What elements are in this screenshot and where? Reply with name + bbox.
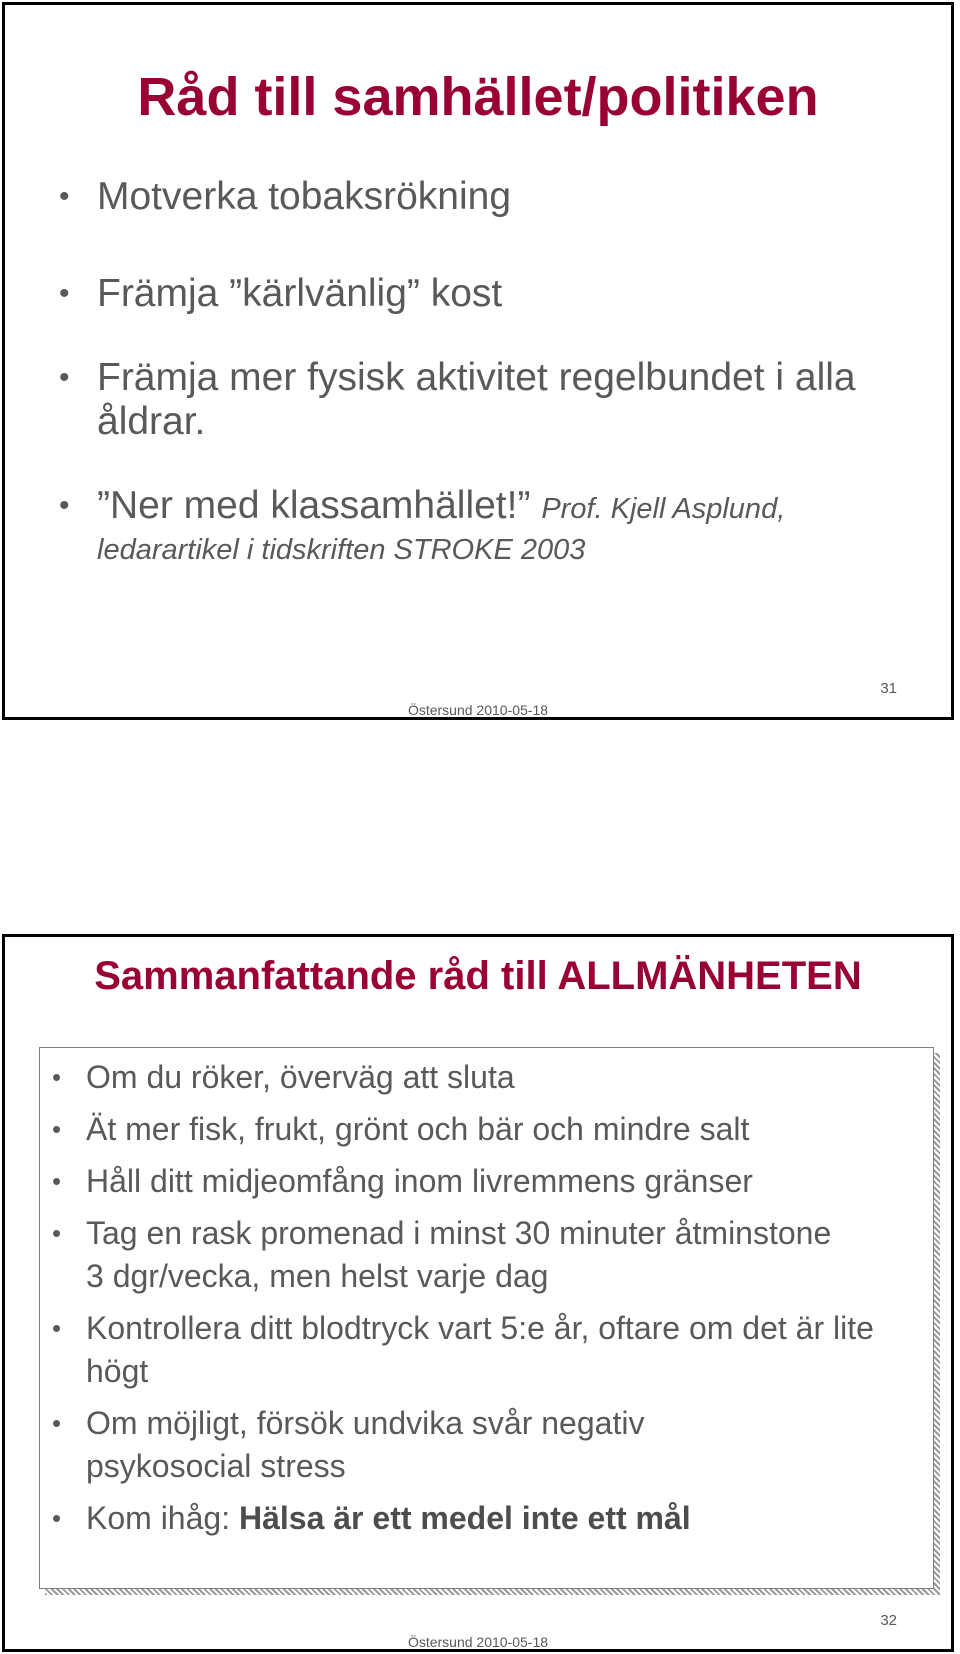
footer-date: Östersund 2010-05-18 xyxy=(407,1634,549,1650)
bullet-list xyxy=(50,1056,920,1549)
list-item-text: Motverka tobaksrökning xyxy=(97,175,512,218)
list-item xyxy=(50,1212,846,1298)
list-item-text: Håll ditt midjeomfång inom livremmens gränser xyxy=(86,1163,753,1199)
credit-source: ledarartikel i tidskriften STROKE 2003 xyxy=(97,534,586,566)
bullet-icon: • xyxy=(59,180,70,213)
list-item-text: ”Ner med klassamhället!” xyxy=(97,484,531,527)
list-item-text: Ät mer fisk, frukt, grönt och bär och mindre salt xyxy=(86,1111,750,1147)
slide-title: Sammanfattande råd till ALLMÄNHETEN xyxy=(94,954,862,998)
list-item xyxy=(50,1108,920,1151)
list-item-emphasis: Hälsa är ett medel inte ett mål xyxy=(238,1500,691,1536)
list-item-text: Främja mer fysisk aktivitet regelbundet i alla åldrar. xyxy=(97,356,856,443)
list-item-text: Tag en rask promenad i minst 30 minuter åtminstone 3 dgr/vecka, men helst varje dag xyxy=(86,1215,832,1294)
list-item xyxy=(55,356,857,444)
list-item xyxy=(50,1497,920,1540)
list-item xyxy=(50,1160,920,1203)
bullet-icon: • xyxy=(52,1218,62,1248)
bullet-list xyxy=(55,175,915,569)
slide-32 xyxy=(2,934,954,1652)
list-item xyxy=(50,1402,786,1488)
bullet-icon: • xyxy=(52,1062,62,1092)
list-item xyxy=(55,175,915,219)
bullet-icon: • xyxy=(52,1166,62,1196)
bullet-icon: • xyxy=(59,277,70,310)
list-item xyxy=(55,484,915,569)
bullet-icon: • xyxy=(59,489,70,522)
list-item xyxy=(55,272,915,316)
list-item xyxy=(50,1307,920,1393)
page-number: 31 xyxy=(880,680,897,697)
list-item-text: Om möjligt, försök undvika svår negativ psykosocial stress xyxy=(86,1405,645,1484)
bullet-icon: • xyxy=(52,1503,62,1533)
list-item xyxy=(50,1056,920,1099)
list-item-text: Kontrollera ditt blodtryck vart 5:e år, oftare om det är lite högt xyxy=(86,1310,874,1389)
bullet-icon: • xyxy=(52,1408,62,1438)
list-item-text: Om du röker, överväg att sluta xyxy=(86,1059,515,1095)
slide-31 xyxy=(2,2,954,720)
bullet-icon: • xyxy=(52,1313,62,1343)
list-item-text: Främja ”kärlvänlig” kost xyxy=(97,272,503,315)
slide-title: Råd till samhället/politiken xyxy=(137,67,819,127)
footer-date: Östersund 2010-05-18 xyxy=(407,702,549,718)
bullet-icon: • xyxy=(52,1114,62,1144)
content-box xyxy=(39,1047,934,1589)
credit-author: Prof. Kjell Asplund, xyxy=(541,493,786,525)
page-number: 32 xyxy=(880,1612,897,1629)
bullet-icon: • xyxy=(59,361,70,394)
list-item-prefix: Kom ihåg: xyxy=(86,1500,239,1536)
